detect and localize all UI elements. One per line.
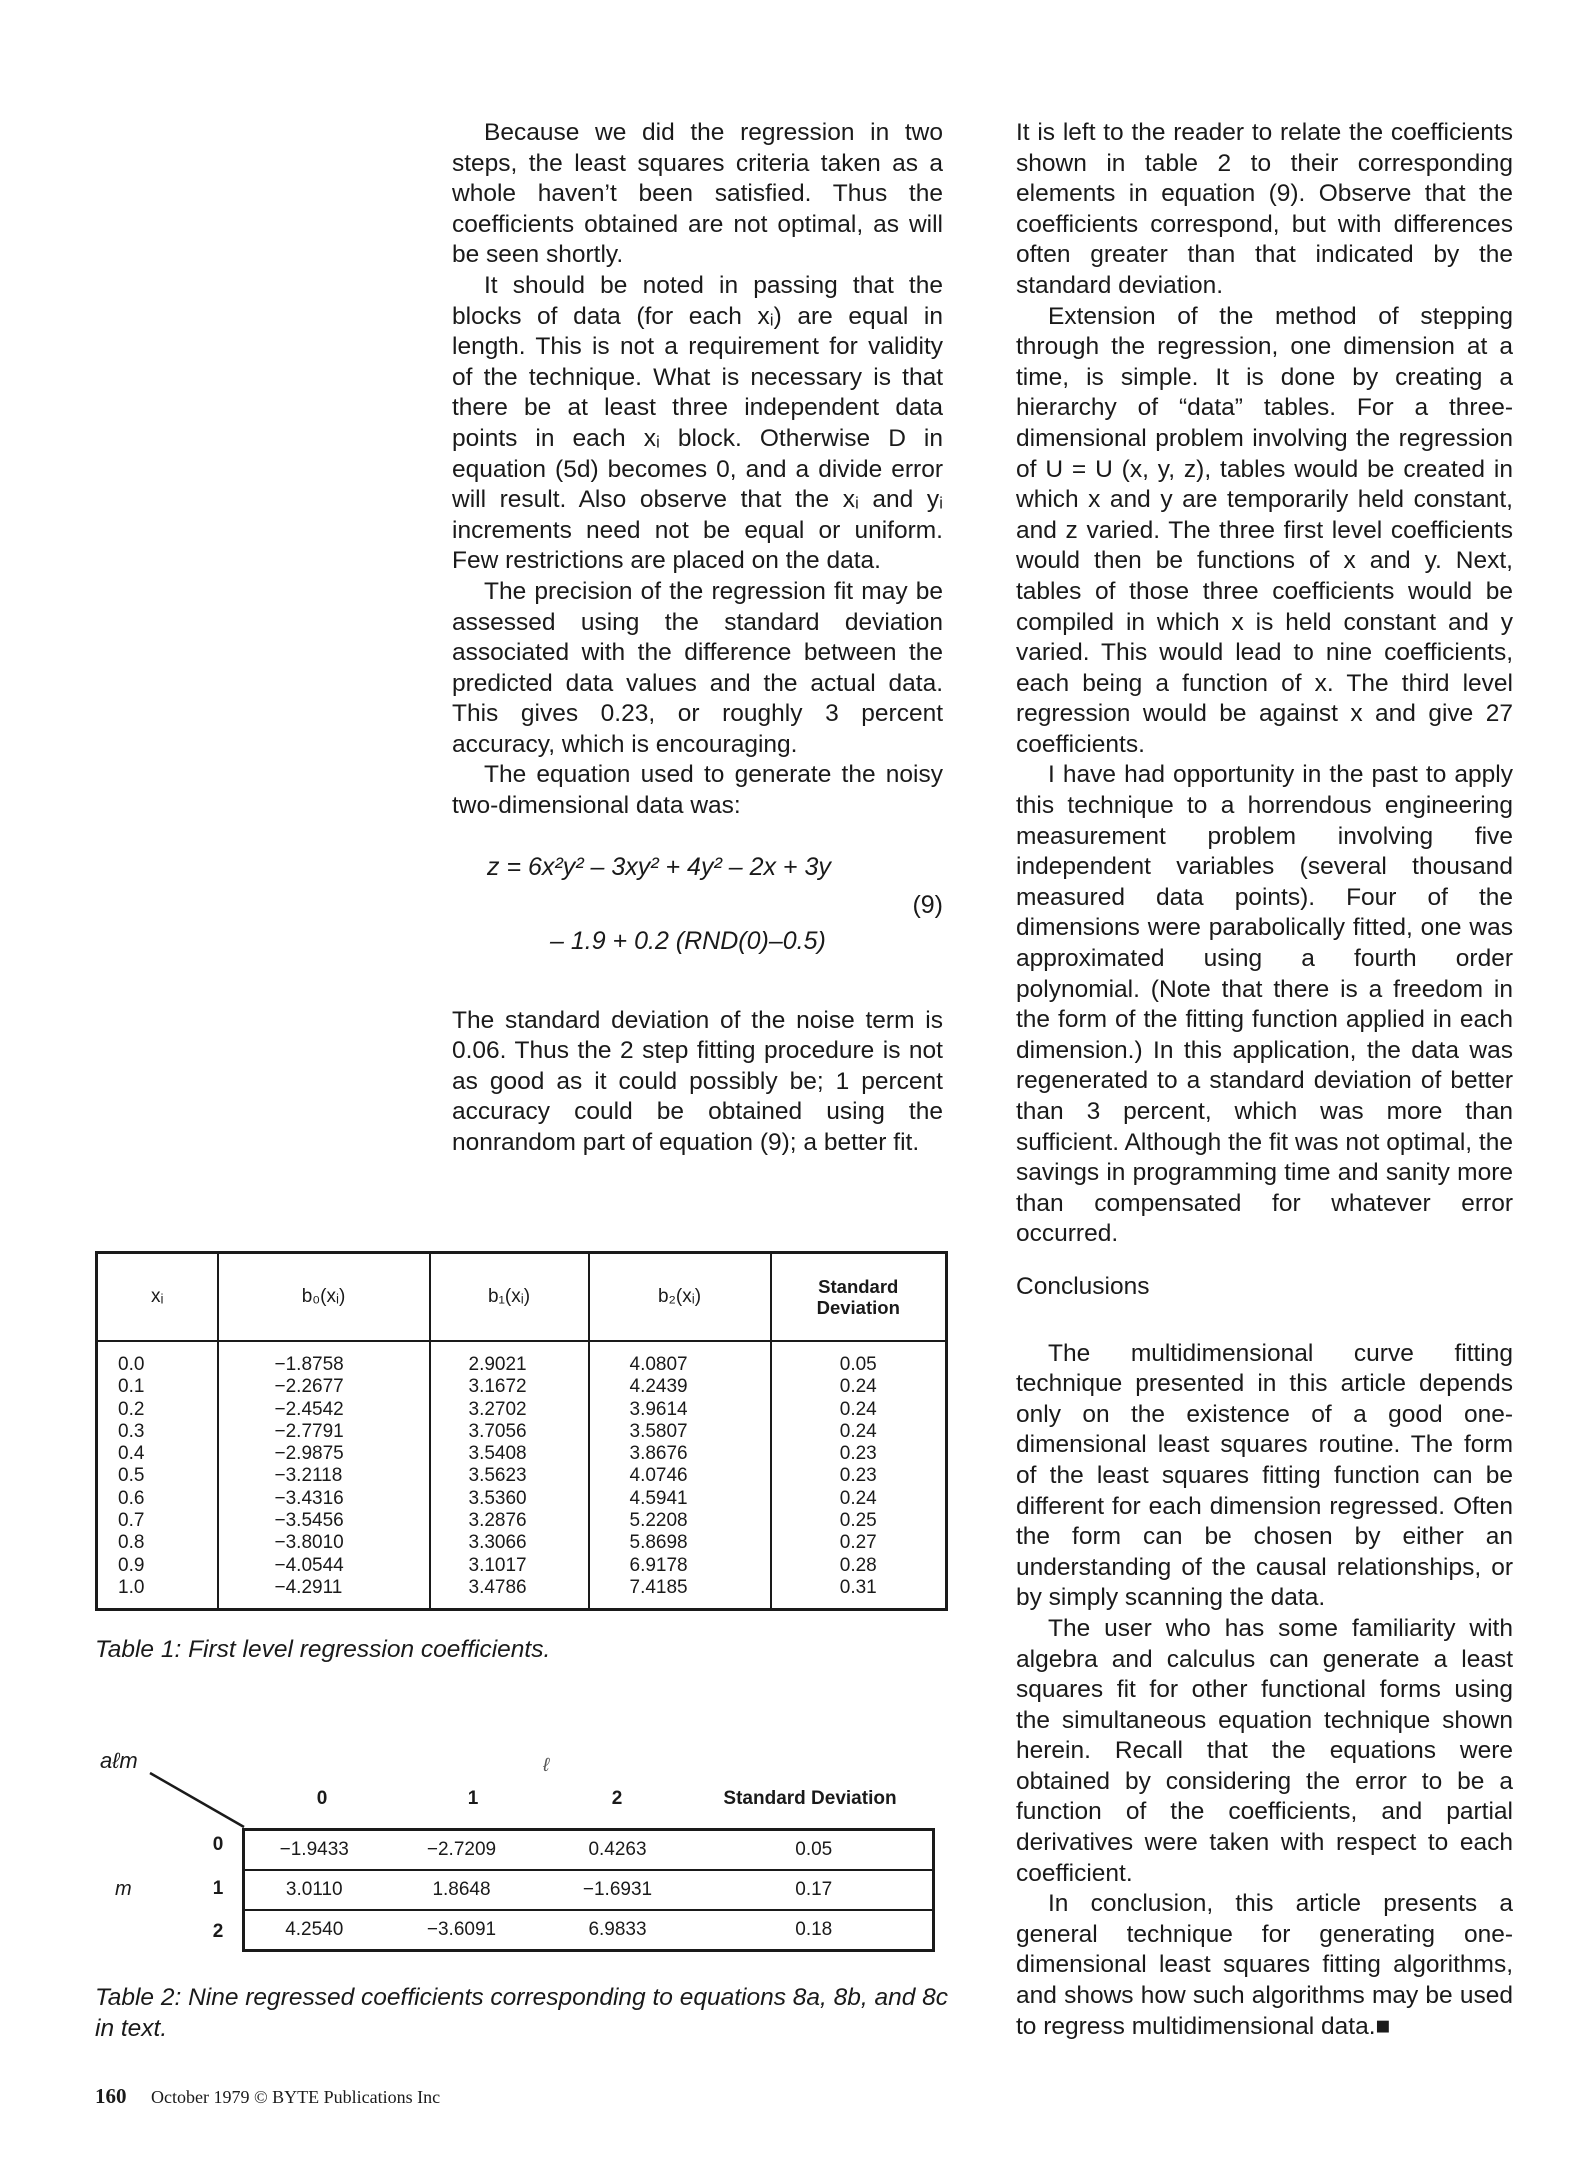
page-number: 160 — [95, 2084, 127, 2108]
table-cell: 6.9833 — [588, 1919, 647, 1940]
table-header-cell: b₁(xᵢ) — [430, 1253, 589, 1342]
table-column-std-dev: 0.05 0.24 0.24 0.24 0.23 0.23 0.24 0.25 0.27 0.28 0.31 — [839, 1354, 877, 1598]
paragraph: I have had opportunity in the past to apply this technique to a horrendous engineering measurement problem involving five independent variables (several thousand measured data points). Four of the dimensions were parabolically fitted, one was approximated using a fourth order polynomial. (Note that there is a freedom in the form of the fitting function applied in each dimension.) In this application, the data was regenerated to a standard deviation of better than 3 percent, which was more than sufficient. Although the fit was not optimal, the savings in programming time and sanity more than compensated for whatever error occurred. — [1016, 761, 1513, 1248]
table-cell: 4.2540 — [285, 1919, 344, 1940]
table-2 — [242, 1828, 935, 1952]
table-cell: 0.05 — [696, 1830, 934, 1871]
footer-text: October 1979 © BYTE Publications Inc — [151, 2087, 441, 2107]
table-column-b0: −1.8758 −2.2677 −2.4542 −2.7791 −2.9875 −3.2118 −3.4316 −3.5456 −3.8010 −4.0544 −4.2911 — [218, 1341, 430, 1610]
table-header-cell: Standard Deviation — [771, 1253, 947, 1342]
table-2-row-index: 2 — [212, 1921, 224, 1942]
paragraph: The multidimensional curve fitting technique presented in this article depends only on the existence of a good one-dimensional least squares routine. The form of the least squares fitting function can be different for each dimension regressed. Often the form can be chosen by either an understanding of the causal relationships, or by simply scanning the data. — [1016, 1339, 1513, 1612]
table-header-cell: b₀(xᵢ) — [218, 1253, 430, 1342]
table-2-column-header: Standard Deviation — [723, 1788, 897, 1809]
equation-number: (9) — [912, 890, 943, 919]
table-1-caption: Table 1: First level regression coefficients. — [95, 1636, 551, 1663]
table-2-diagonal-line — [148, 1771, 248, 1831]
paragraph: The standard deviation of the noise term is 0.06. Thus the 2 step fitting procedure is not as good as it could possibly be; 1 percent accuracy could be obtained using the nonrandom part of equation (9); a better fit. — [452, 1006, 943, 1157]
table-cell: −1.9433 — [244, 1830, 384, 1871]
table-cell: 0.18 — [795, 1919, 833, 1940]
table-2-corner-label: aℓm — [100, 1748, 138, 1773]
table-column-b2: 4.0807 4.2439 3.9614 3.5807 3.8676 4.0746 4.5941 5.2208 5.8698 6.9178 7.4185 — [589, 1341, 771, 1610]
table-2-column-header: 1 — [467, 1788, 479, 1809]
equation-line-1: z = 6x²y² – 3xy² + 4y² – 2x + 3y — [487, 852, 831, 881]
table-column-xi: 0.0 0.1 0.2 0.3 0.4 0.5 0.6 0.7 0.8 0.9 1.0 — [97, 1341, 218, 1610]
table-data-row — [97, 1341, 947, 1610]
section-heading: Conclusions — [1016, 1272, 1150, 1300]
equation-line-2: – 1.9 + 0.2 (RND(0)–0.5) — [550, 926, 826, 955]
table-cell: −1.6931 — [540, 1870, 696, 1910]
table-header-row — [97, 1253, 947, 1342]
paragraph: It should be noted in passing that the blocks of data (for each xᵢ) are equal in length. This is not a requirement for validity of the technique. What is necessary is that there be at least three independent data points in each xᵢ block. Otherwise D in equation (5d) becomes 0, and a divide error will result. Also observe that the xᵢ and yᵢ increments need not be equal or uniform. Few restrictions are placed on the data. — [452, 271, 943, 575]
table-2-column-header: 2 — [611, 1788, 623, 1809]
table-2-row-index: 0 — [212, 1834, 224, 1855]
table-column-b1: 2.9021 3.1672 3.2702 3.7056 3.5408 3.5623 3.5360 3.2876 3.3066 3.1017 3.4786 — [430, 1341, 589, 1610]
table-cell: 3.0110 — [244, 1870, 384, 1910]
paragraph: Extension of the method of stepping through the regression, one dimension at a time, is simple. It is done by creating a hierarchy of “data” tables. For a three-dimensional problem involving the regression of U = U (x, y, z), tables would be created in which x and y are temporarily held constant, and z varied. The three first level coefficients would then be functions of x and y. Next, tables of those three coefficients would be compiled in which x is held constant and y varied. This would lead to nine coefficients, each being a function of x. The third level regression would be against x and give 27 coefficients. — [1016, 302, 1513, 758]
page-footer — [95, 2084, 440, 2109]
table-row — [244, 1870, 934, 1910]
table-2-column-header: 0 — [316, 1788, 328, 1809]
table-cell: −3.6091 — [426, 1919, 497, 1940]
paragraph: The user who has some familiarity with algebra and calculus can generate a least squares fit for other functional forms using the simultaneous equation technique shown herein. Recall that the equations were obtained by considering the error to be a function of the coefficients, and partial derivatives were taken with respect to each coefficient. — [1016, 1614, 1513, 1887]
paragraph: The precision of the regression fit may be assessed using the standard deviation associated with the difference between the predicted data values and the actual data. This gives 0.23, or roughly 3 percent accuracy, which is encouraging. — [452, 577, 943, 758]
text-column-middle — [452, 118, 943, 1159]
table-2-column-axis-label: ℓ — [543, 1755, 550, 1776]
table-cell: 0.17 — [696, 1870, 934, 1910]
paragraph: In conclusion, this article presents a general technique for generating one-dimensional least squares fitting algorithms, and shows how such algorithms may be used to regress multidimensional data.■ — [1016, 1890, 1513, 2040]
table-cell: 1.8648 — [384, 1870, 540, 1910]
table-2-caption: Table 2: Nine regressed coefficients corresponding to equations 8a, 8b, and 8c in text. — [95, 1984, 949, 2042]
table-header-cell: xᵢ — [97, 1253, 218, 1342]
equation-9 — [452, 852, 943, 982]
paragraph: Because we did the regression in two steps, the least squares criteria taken as a whole haven’t been satisfied. Thus the coefficients obtained are not optimal, as will be seen shortly. — [452, 119, 943, 269]
text-column-right — [1016, 118, 1513, 2042]
table-2-row-axis-label: m — [115, 1878, 132, 1900]
table-header-cell: b₂(xᵢ) — [589, 1253, 771, 1342]
paragraph: It is left to the reader to relate the coefficients shown in table 2 to their corresponding elements in equation (9). Observe that the coefficients correspond, but with differences often greater than that indicated by the standard deviation. — [1016, 119, 1513, 299]
table-2-row-index: 1 — [212, 1878, 224, 1899]
table-cell: −2.7209 — [384, 1830, 540, 1871]
paragraph: The equation used to generate the noisy two-dimensional data was: — [452, 761, 943, 820]
table-row — [244, 1910, 934, 1951]
table-1 — [95, 1251, 948, 1611]
table-cell: 0.4263 — [540, 1830, 696, 1871]
table-row — [244, 1830, 934, 1871]
